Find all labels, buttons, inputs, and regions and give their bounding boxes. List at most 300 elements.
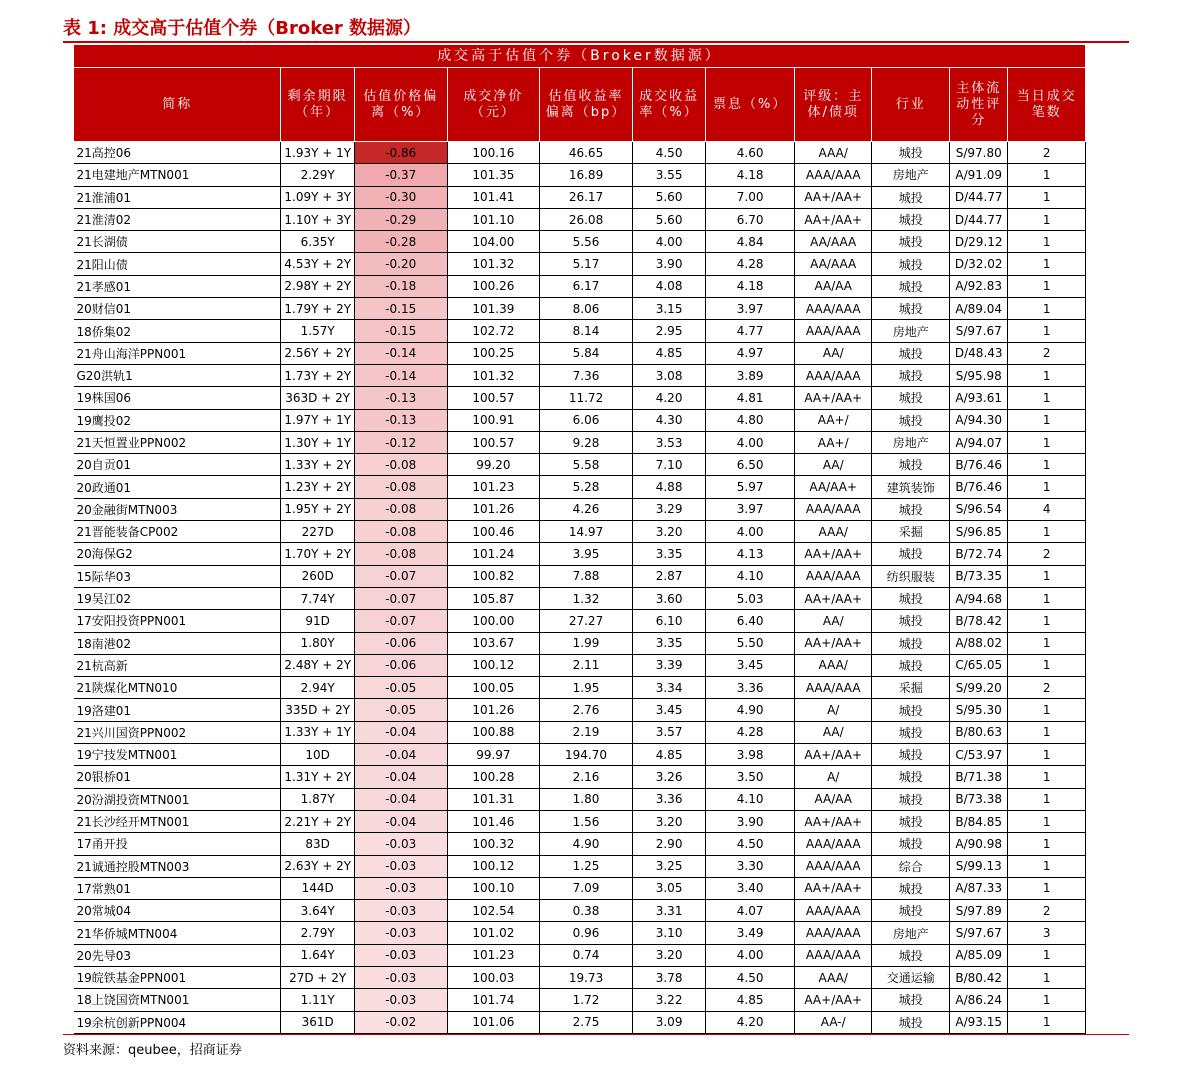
table-row [74, 298, 1086, 320]
table-cell: 1.33Y + 1Y [281, 721, 355, 743]
table-row [74, 699, 1086, 721]
table-cell: D/32.02 [950, 253, 1008, 275]
bond-name-cell: 21淮清02 [74, 208, 281, 230]
table-row [74, 387, 1086, 409]
table-row [74, 1011, 1086, 1033]
table-cell: S/95.30 [950, 699, 1008, 721]
table-cell: 100.12 [447, 654, 540, 676]
table-cell: 1.95 [540, 677, 633, 699]
bond-name-cell: 20常城04 [74, 900, 281, 922]
table-cell: 100.12 [447, 855, 540, 877]
table-cell: 城投 [872, 454, 950, 476]
bond-name-cell: 20政通01 [74, 476, 281, 498]
table-cell: 0.96 [540, 922, 633, 944]
table-cell: -0.03 [354, 833, 447, 855]
table-cell: 1.80Y [281, 632, 355, 654]
bond-name-cell: 19宁技发MTN001 [74, 744, 281, 766]
table-cell: 2.75 [540, 1011, 633, 1033]
table-cell: -0.03 [354, 900, 447, 922]
table-cell: B/80.42 [950, 966, 1008, 988]
table-cell: 6.35Y [281, 231, 355, 253]
table-cell: 7.10 [632, 454, 706, 476]
table-cell: 2.76 [540, 699, 633, 721]
table-cell: AA/AAA [794, 231, 872, 253]
table-cell: 1.11Y [281, 989, 355, 1011]
table-cell: A/90.98 [950, 833, 1008, 855]
table-cell: 4.00 [706, 521, 795, 543]
table-row [74, 454, 1086, 476]
table-cell: AAA/ [794, 654, 872, 676]
table-cell: 1 [1008, 454, 1086, 476]
table-cell: 2.11 [540, 654, 633, 676]
table-cell: -0.04 [354, 721, 447, 743]
bond-name-cell: 19吴江02 [74, 587, 281, 609]
table-cell: 城投 [872, 409, 950, 431]
bond-name-cell: 21孝感01 [74, 275, 281, 297]
bond-name-cell: 19皖铁基金PPN001 [74, 966, 281, 988]
table-cell: -0.08 [354, 543, 447, 565]
bond-name-cell: 17常熟01 [74, 877, 281, 899]
table-cell: 26.17 [540, 186, 633, 208]
table-cell: 1 [1008, 476, 1086, 498]
table-row [74, 833, 1086, 855]
table-cell: 城投 [872, 231, 950, 253]
table-cell: 4.10 [706, 788, 795, 810]
table-row [74, 855, 1086, 877]
table-cell: 4.10 [706, 565, 795, 587]
table-cell: 101.41 [447, 186, 540, 208]
table-cell: 100.16 [447, 142, 540, 164]
table-cell: 5.56 [540, 231, 633, 253]
table-cell: 4.28 [706, 253, 795, 275]
table-cell: 3.22 [632, 989, 706, 1011]
bond-name-cell: 21舟山海洋PPN001 [74, 342, 281, 364]
table-cell: 7.00 [706, 186, 795, 208]
table-cell: 城投 [872, 498, 950, 520]
column-header: 主体流动性评分 [950, 68, 1008, 142]
table-row [74, 900, 1086, 922]
table-cell: 7.09 [540, 877, 633, 899]
table-cell: 城投 [872, 1011, 950, 1033]
table-row [74, 632, 1086, 654]
table-cell: 城投 [872, 632, 950, 654]
table-cell: 1.95Y + 2Y [281, 498, 355, 520]
table-cell: 城投 [872, 587, 950, 609]
table-row [74, 989, 1086, 1011]
table-cell: -0.08 [354, 454, 447, 476]
table-cell: AA/ [794, 721, 872, 743]
table-cell: AA/ [794, 610, 872, 632]
table-cell: 3.36 [706, 677, 795, 699]
table-cell: -0.15 [354, 298, 447, 320]
table-cell: 194.70 [540, 744, 633, 766]
table-cell: S/97.67 [950, 922, 1008, 944]
table-cell: 100.10 [447, 877, 540, 899]
table-cell: S/97.89 [950, 900, 1008, 922]
table-cell: AA+/ [794, 431, 872, 453]
table-cell: 3.98 [706, 744, 795, 766]
table-cell: 102.72 [447, 320, 540, 342]
bond-name-cell: 18上饶国资MTN001 [74, 989, 281, 1011]
table-cell: 3.78 [632, 966, 706, 988]
table-cell: 227D [281, 521, 355, 543]
table-cell: 城投 [872, 387, 950, 409]
table-cell: 7.36 [540, 364, 633, 386]
bond-name-cell: 21阳山债 [74, 253, 281, 275]
table-cell: 8.14 [540, 320, 633, 342]
table-cell: 83D [281, 833, 355, 855]
table-cell: 7.74Y [281, 587, 355, 609]
table-cell: 6.06 [540, 409, 633, 431]
table-cell: 1 [1008, 833, 1086, 855]
table-cell: 16.89 [540, 164, 633, 186]
table-cell: 1 [1008, 944, 1086, 966]
table-cell: 城投 [872, 810, 950, 832]
table-cell: -0.13 [354, 387, 447, 409]
table-cell: 4.50 [706, 966, 795, 988]
table-row [74, 231, 1086, 253]
table-cell: 2 [1008, 900, 1086, 922]
table-row [74, 498, 1086, 520]
table-cell: A/94.68 [950, 587, 1008, 609]
table-cell: 房地产 [872, 431, 950, 453]
table-cell: 3.55 [632, 164, 706, 186]
bond-name-cell: 21兴川国资PPN002 [74, 721, 281, 743]
table-cell: 5.60 [632, 208, 706, 230]
table-cell: 1.10Y + 3Y [281, 208, 355, 230]
table-row [74, 364, 1086, 386]
table-cell: -0.07 [354, 565, 447, 587]
table-row [74, 766, 1086, 788]
table-cell: 1 [1008, 766, 1086, 788]
table-cell: 9.28 [540, 431, 633, 453]
table-cell: 1 [1008, 654, 1086, 676]
table-cell: 100.88 [447, 721, 540, 743]
table-cell: D/44.77 [950, 208, 1008, 230]
table-cell: 100.26 [447, 275, 540, 297]
table-cell: 1 [1008, 320, 1086, 342]
table-cell: 3.35 [632, 632, 706, 654]
table-cell: 27.27 [540, 610, 633, 632]
table-cell: 99.20 [447, 454, 540, 476]
table-cell: 2.16 [540, 766, 633, 788]
table-cell: C/65.05 [950, 654, 1008, 676]
table-cell: B/73.35 [950, 565, 1008, 587]
table-cell: 2.19 [540, 721, 633, 743]
table-banner: 成交高于估值个券（Broker数据源） [74, 45, 1086, 68]
table-cell: 4.13 [706, 543, 795, 565]
table-cell: 2.56Y + 2Y [281, 342, 355, 364]
caption-rule [63, 41, 1129, 43]
table-cell: A/92.83 [950, 275, 1008, 297]
table-cell: 3.35 [632, 543, 706, 565]
table-cell: AAA/AAA [794, 565, 872, 587]
table-cell: -0.04 [354, 810, 447, 832]
table-cell: 8.06 [540, 298, 633, 320]
table-cell: 101.24 [447, 543, 540, 565]
table-cell: -0.03 [354, 989, 447, 1011]
table-row [74, 877, 1086, 899]
table-cell: 3.26 [632, 766, 706, 788]
table-cell: 3.05 [632, 877, 706, 899]
table-cell: 101.23 [447, 944, 540, 966]
table-cell: 4.30 [632, 409, 706, 431]
table-cell: 2 [1008, 142, 1086, 164]
table-cell: B/71.38 [950, 766, 1008, 788]
table-cell: 1.70Y + 2Y [281, 543, 355, 565]
table-cell: 1 [1008, 565, 1086, 587]
table-cell: 2 [1008, 543, 1086, 565]
table-cell: 103.67 [447, 632, 540, 654]
bond-name-cell: 21华侨城MTN004 [74, 922, 281, 944]
table-cell: 7.88 [540, 565, 633, 587]
bond-table [73, 44, 1086, 1034]
table-cell: 城投 [872, 610, 950, 632]
table-cell: B/76.46 [950, 454, 1008, 476]
table-cell: -0.06 [354, 654, 447, 676]
table-cell: 城投 [872, 788, 950, 810]
table-row [74, 476, 1086, 498]
bond-name-cell: 19株国06 [74, 387, 281, 409]
table-cell: 2.95 [632, 320, 706, 342]
table-cell: -0.20 [354, 253, 447, 275]
table-cell: 100.32 [447, 833, 540, 855]
table-cell: 4.60 [706, 142, 795, 164]
table-cell: 2 [1008, 342, 1086, 364]
table-cell: 1 [1008, 364, 1086, 386]
table-cell: AAA/AAA [794, 900, 872, 922]
table-cell: -0.03 [354, 855, 447, 877]
column-header: 估值价格偏离（%） [354, 68, 447, 142]
table-cell: 城投 [872, 275, 950, 297]
table-cell: A/87.33 [950, 877, 1008, 899]
table-cell: 1.64Y [281, 944, 355, 966]
table-cell: 2.94Y [281, 677, 355, 699]
table-cell: -0.04 [354, 788, 447, 810]
table-cell: 城投 [872, 877, 950, 899]
bond-name-cell: 19洛建01 [74, 699, 281, 721]
table-cell: 综合 [872, 855, 950, 877]
table-cell: 城投 [872, 944, 950, 966]
table-cell: 3.53 [632, 431, 706, 453]
table-cell: D/48.43 [950, 342, 1008, 364]
table-cell: B/72.74 [950, 543, 1008, 565]
table-cell: 3.97 [706, 498, 795, 520]
table-cell: 4.07 [706, 900, 795, 922]
table-cell: 4.08 [632, 275, 706, 297]
table-row [74, 409, 1086, 431]
table-cell: 3.25 [632, 855, 706, 877]
table-row [74, 654, 1086, 676]
table-cell: A/94.30 [950, 409, 1008, 431]
bond-name-cell: 21诚通控股MTN003 [74, 855, 281, 877]
table-cell: -0.03 [354, 922, 447, 944]
table-cell: -0.04 [354, 744, 447, 766]
table-cell: 105.87 [447, 587, 540, 609]
table-cell: A/ [794, 699, 872, 721]
table-row [74, 342, 1086, 364]
table-cell: 1 [1008, 1011, 1086, 1033]
bond-name-cell: 21晋能装备CP002 [74, 521, 281, 543]
table-cell: 99.97 [447, 744, 540, 766]
table-cell: 2.29Y [281, 164, 355, 186]
table-cell: 2.21Y + 2Y [281, 810, 355, 832]
table-cell: 4.18 [706, 275, 795, 297]
table-cell: -0.04 [354, 766, 447, 788]
table-cell: 采掘 [872, 677, 950, 699]
table-cell: 100.03 [447, 966, 540, 988]
table-cell: 3.89 [706, 364, 795, 386]
table-cell: 4.20 [632, 387, 706, 409]
table-cell: 3.90 [706, 810, 795, 832]
table-cell: 3.64Y [281, 900, 355, 922]
table-cell: 3.49 [706, 922, 795, 944]
table-cell: 4 [1008, 498, 1086, 520]
table-cell: 4.85 [632, 744, 706, 766]
table-cell: 4.88 [632, 476, 706, 498]
table-cell: AA+/AA+ [794, 208, 872, 230]
bond-name-cell: 15际华03 [74, 565, 281, 587]
table-cell: 3.97 [706, 298, 795, 320]
table-cell: 3.20 [632, 944, 706, 966]
table-cell: -0.29 [354, 208, 447, 230]
table-cell: 2.98Y + 2Y [281, 275, 355, 297]
bond-name-cell: 20先导03 [74, 944, 281, 966]
table-cell: -0.05 [354, 699, 447, 721]
column-header: 评级：主体/债项 [794, 68, 872, 142]
table-cell: 3.29 [632, 498, 706, 520]
table-cell: 建筑装饰 [872, 476, 950, 498]
table-cell: 4.97 [706, 342, 795, 364]
table-cell: 1.09Y + 3Y [281, 186, 355, 208]
table-row [74, 521, 1086, 543]
table-cell: AAA/AAA [794, 364, 872, 386]
table-cell: 4.00 [706, 431, 795, 453]
table-cell: 房地产 [872, 320, 950, 342]
table-row [74, 186, 1086, 208]
bond-name-cell: 18侨集02 [74, 320, 281, 342]
table-cell: 100.28 [447, 766, 540, 788]
table-cell: -0.37 [354, 164, 447, 186]
table-cell: -0.06 [354, 632, 447, 654]
table-cell: AAA/AAA [794, 298, 872, 320]
table-cell: 1 [1008, 164, 1086, 186]
bond-name-cell: 21长湖债 [74, 231, 281, 253]
table-cell: 101.35 [447, 164, 540, 186]
table-cell: 4.50 [632, 142, 706, 164]
table-cell: 0.74 [540, 944, 633, 966]
table-cell: 房地产 [872, 922, 950, 944]
table-cell: B/80.63 [950, 721, 1008, 743]
table-cell: 1 [1008, 521, 1086, 543]
table-cell: 2.90 [632, 833, 706, 855]
table-cell: -0.07 [354, 610, 447, 632]
table-cell: 1.87Y [281, 788, 355, 810]
table-cell: 1 [1008, 387, 1086, 409]
table-cell: 城投 [872, 543, 950, 565]
table-row [74, 810, 1086, 832]
table-cell: 城投 [872, 186, 950, 208]
table-cell: 城投 [872, 766, 950, 788]
table-cell: 1.93Y + 1Y [281, 142, 355, 164]
table-cell: 1 [1008, 208, 1086, 230]
table-cell: -0.08 [354, 498, 447, 520]
table-cell: 城投 [872, 699, 950, 721]
table-cell: 361D [281, 1011, 355, 1033]
table-row [74, 208, 1086, 230]
table-cell: A/93.61 [950, 387, 1008, 409]
table-cell: 5.60 [632, 186, 706, 208]
table-cell: D/29.12 [950, 231, 1008, 253]
table-cell: 1.72 [540, 989, 633, 1011]
table-row [74, 142, 1086, 164]
table-cell: 6.50 [706, 454, 795, 476]
table-cell: 3.90 [632, 253, 706, 275]
table-cell: 1.80 [540, 788, 633, 810]
column-header: 简称 [74, 68, 281, 142]
table-row [74, 543, 1086, 565]
table-cell: 101.23 [447, 476, 540, 498]
table-cell: 5.28 [540, 476, 633, 498]
table-cell: -0.15 [354, 320, 447, 342]
table-cell: AAA/ [794, 521, 872, 543]
table-cell: 0.38 [540, 900, 633, 922]
table-cell: D/44.77 [950, 186, 1008, 208]
table-cell: 3.09 [632, 1011, 706, 1033]
table-cell: AA+/AA+ [794, 877, 872, 899]
table-cell: 4.00 [632, 231, 706, 253]
table-cell: 4.80 [706, 409, 795, 431]
table-cell: 6.17 [540, 275, 633, 297]
table-cell: -0.08 [354, 476, 447, 498]
table-cell: S/96.85 [950, 521, 1008, 543]
table-cell: 1.31Y + 2Y [281, 766, 355, 788]
table-cell: 3.45 [706, 654, 795, 676]
bond-name-cell: 21陕煤化MTN010 [74, 677, 281, 699]
table-cell: AAA/AAA [794, 677, 872, 699]
table-cell: 城投 [872, 900, 950, 922]
table-cell: 101.06 [447, 1011, 540, 1033]
table-cell: 1 [1008, 275, 1086, 297]
table-cell: 1 [1008, 877, 1086, 899]
table-cell: B/78.42 [950, 610, 1008, 632]
table-row [74, 677, 1086, 699]
table-cell: 1.73Y + 2Y [281, 364, 355, 386]
table-cell: 城投 [872, 208, 950, 230]
table-cell: 101.32 [447, 253, 540, 275]
table-cell: 3.20 [632, 810, 706, 832]
bond-name-cell: 21电建地产MTN001 [74, 164, 281, 186]
table-cell: AA/ [794, 454, 872, 476]
table-row [74, 565, 1086, 587]
table-cell: 3.34 [632, 677, 706, 699]
column-header: 剩余期限（年） [281, 68, 355, 142]
table-cell: 5.17 [540, 253, 633, 275]
table-cell: C/53.97 [950, 744, 1008, 766]
table-cell: 采掘 [872, 521, 950, 543]
table-cell: 3.50 [706, 766, 795, 788]
table-cell: 5.03 [706, 587, 795, 609]
table-cell: 5.58 [540, 454, 633, 476]
table-cell: 交通运输 [872, 966, 950, 988]
table-cell: 6.70 [706, 208, 795, 230]
column-header: 成交收益率（%） [632, 68, 706, 142]
bond-name-cell: G20洪轨1 [74, 364, 281, 386]
table-cell: S/99.20 [950, 677, 1008, 699]
table-cell: 100.00 [447, 610, 540, 632]
table-cell: -0.05 [354, 677, 447, 699]
table-cell: 3.31 [632, 900, 706, 922]
